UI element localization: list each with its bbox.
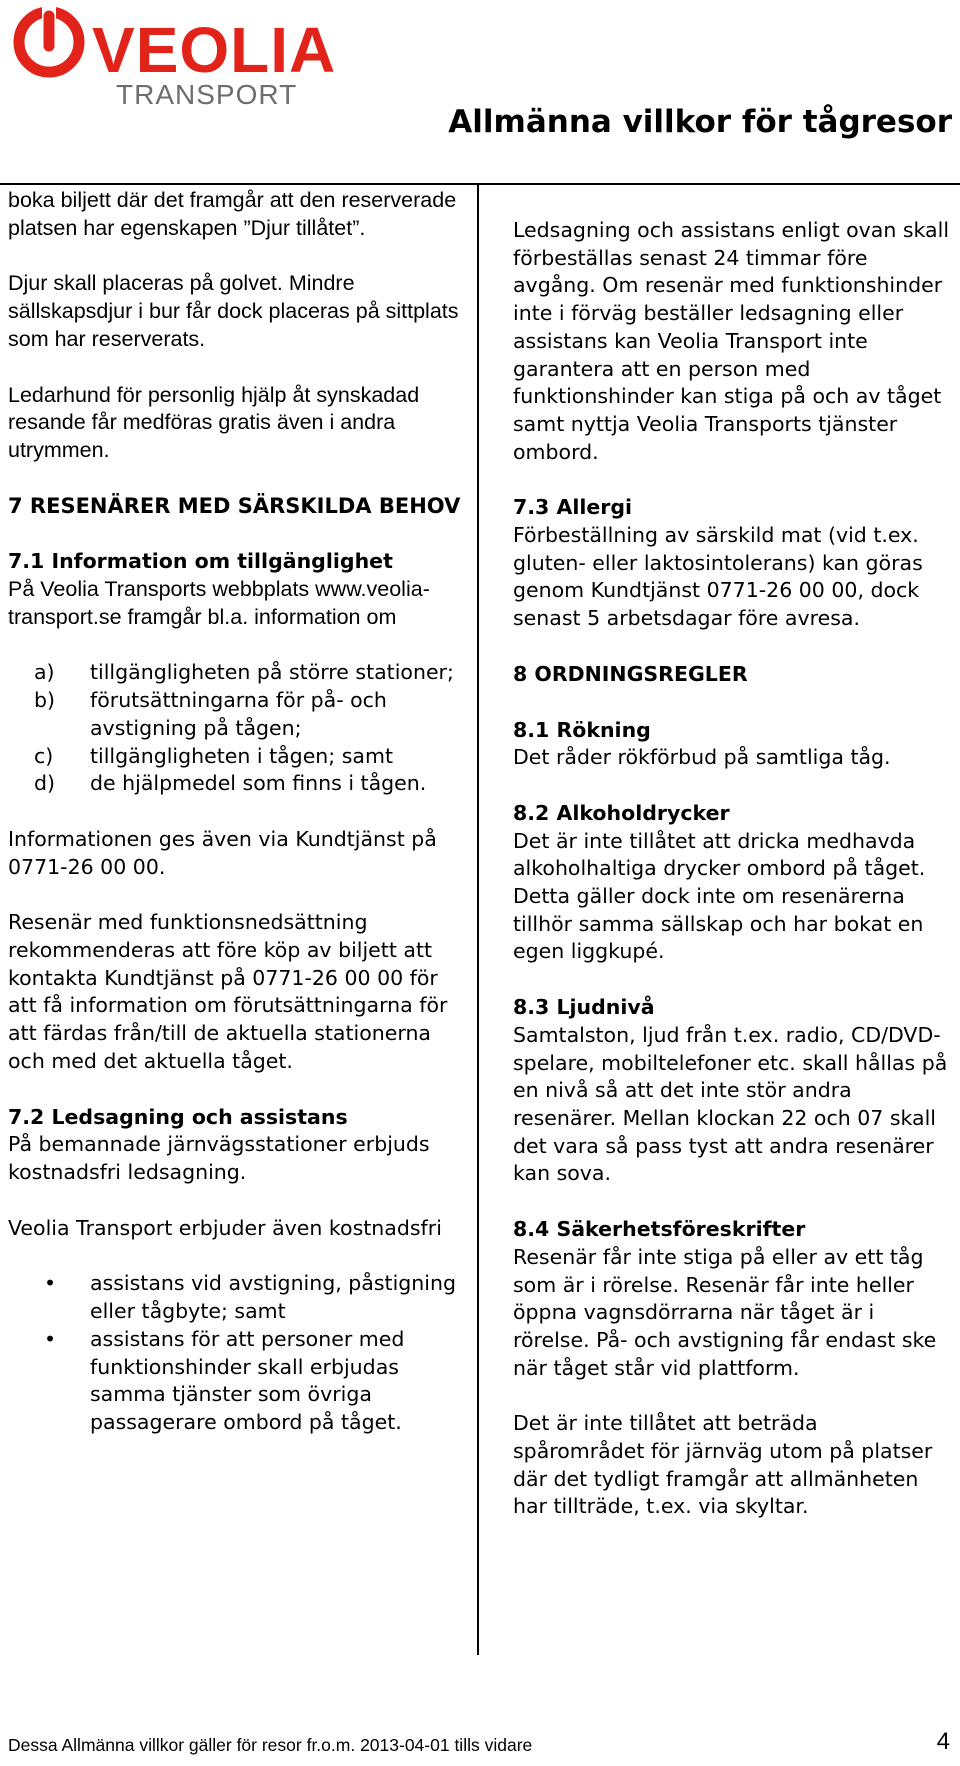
paragraph-8-4: Resenär får inte stiga på eller av ett tåg som är i rörelse. Resenär får inte heller öppna vagnsdörrarna när tåget är i rörelse. På- och avstigning får endast ske när tåget står vid plattform. <box>513 1244 937 1380</box>
paragraph-8-1: Det råder rökförbud på samtliga tåg. <box>513 745 891 770</box>
section-heading-8-3: 8.3 Ljudnivå <box>513 995 655 1020</box>
section-heading-8-2: 8.2 Alkoholdrycker <box>513 800 730 825</box>
paragraph-djur-golvet: Djur skall placeras på golvet. Mindre sällskapsdjur i bur får dock placeras på sittplats som har reserverats. <box>8 271 459 351</box>
list-item-text: tillgängligheten på större stationer; <box>90 660 454 685</box>
list-marker: c) <box>34 743 54 768</box>
bullet-icon: • <box>44 1326 57 1351</box>
paragraph-funktionsnedsattning: Resenär med funktionsnedsättning rekommenderas att före köp av biljett att kontakta Kundtjänst på 0771-26 00 00 för att få information om förutsättningarna för att färdas från/till de aktuella stationerna och med det aktuella tåget. <box>8 910 448 1073</box>
section-heading-7-3: 7.3 Allergi <box>513 495 633 520</box>
section-heading-8-4: 8.4 Säkerhetsföreskrifter <box>513 1217 806 1242</box>
list-item-text: assistans vid avstigning, påstigning eller tågbyte; samt <box>90 1271 456 1324</box>
list-marker: a) <box>34 660 55 685</box>
list-marker: b) <box>34 688 56 713</box>
list-item <box>8 687 470 742</box>
list-item <box>8 770 470 798</box>
paragraph-8-3: Samtalston, ljud från t.ex. radio, CD/DVD-spelare, mobiltelefoner etc. skall hållas på en nivå så att det inte stör andra resenärer. Mellan klockan 22 och 07 skall det vara så pass tyst att andra resenärer kan sova. <box>513 1022 948 1186</box>
left-column <box>8 187 470 1437</box>
list-item <box>8 1326 470 1437</box>
page-number: 4 <box>936 1728 950 1755</box>
paragraph-ledsagning: Ledsagning och assistans enligt ovan skall förbeställas senast 24 timmar före avgång. Om resenär med funktionshinder inte i förväg beställer ledsagning eller assistans kan Veolia Transport inte garantera att en person med funktionshinder kan stiga på och av tåget samt nyttja Veolia Transports tjänster ombord. <box>513 218 950 464</box>
paragraph-7-1: På Veolia Transports webbplats www.veolia-transport.se framgår bl.a. information om <box>8 577 430 629</box>
paragraph-ledarhund: Ledarhund för personlig hjälp åt synskadad resande får medföras gratis även i andra utrymmen. <box>8 382 420 462</box>
list-item-text: assistans för att personer med funktionshinder skall erbjudas samma tjänster som övriga passagerare ombord på tåget. <box>90 1326 405 1434</box>
list-item <box>8 743 470 771</box>
list-item-text: de hjälpmedel som finns i tågen. <box>90 771 427 796</box>
section-heading-7-1: 7.1 Information om tillgänglighet <box>8 549 393 574</box>
section-heading-7-2: 7.2 Ledsagning och assistans <box>8 1104 348 1129</box>
veolia-logo-mark <box>19 4 79 72</box>
veolia-transport-logo <box>8 4 338 110</box>
paragraph-kundtjanst: Informationen ges även via Kundtjänst på 0771-26 00 00. <box>8 826 437 879</box>
list-marker: d) <box>34 771 56 796</box>
document-title: Allmänna villkor för tågresor <box>448 104 952 140</box>
brand-sub: TRANSPORT <box>116 79 298 110</box>
paragraph-7-3: Förbeställning av särskild mat (vid t.ex. gluten- eller laktosintolerans) kan göras genom Kundtjänst 0771-26 00 00, dock senast 5 arbetsdagar före avresa. <box>513 523 923 631</box>
brand-name: VEOLIA <box>92 14 337 86</box>
bullet-icon: • <box>44 1271 57 1296</box>
paragraph-veolia-erbjuder: Veolia Transport erbjuder även kostnadsfri <box>8 1215 442 1240</box>
section-heading-8: 8 ORDNINGSREGLER <box>513 661 748 686</box>
list-item-text: tillgängligheten i tågen; samt <box>90 743 393 768</box>
list-item <box>8 659 470 687</box>
right-column <box>513 217 953 1549</box>
paragraph-7-2: På bemannade järnvägsstationer erbjuds kostnadsfri ledsagning. <box>8 1132 430 1184</box>
column-divider <box>477 185 479 1655</box>
section-heading-7: 7 RESENÄRER MED SÄRSKILDA BEHOV <box>8 493 461 518</box>
accessibility-list <box>8 659 470 798</box>
footer-validity-text: Dessa Allmänna villkor gäller för resor fr.o.m. 2013-04-01 tills vidare <box>8 1735 533 1755</box>
paragraph-8-2: Det är inte tillåtet att dricka medhavda alkoholhaltiga drycker ombord på tåget. Detta gäller dock inte om resenärerna tillhör samma sällskap och har bokat en egen liggkupé. <box>513 828 926 964</box>
list-item-text: förutsättningarna för på- och avstigning på tågen; <box>90 688 387 740</box>
paragraph-sparomrade: Det är inte tillåtet att beträda spårområdet för järnväg utom på platser där det tydligt framgår att allmänheten har tillträde, t.ex. via skyltar. <box>513 1411 933 1519</box>
assistance-bullet-list <box>8 1270 470 1436</box>
section-heading-8-1: 8.1 Rökning <box>513 717 651 742</box>
list-item <box>8 1270 470 1325</box>
header-rule <box>0 183 960 185</box>
paragraph-djur-biljett: boka biljett där det framgår att den reserverade platsen har egenskapen ”Djur tillåtet”. <box>8 188 457 240</box>
